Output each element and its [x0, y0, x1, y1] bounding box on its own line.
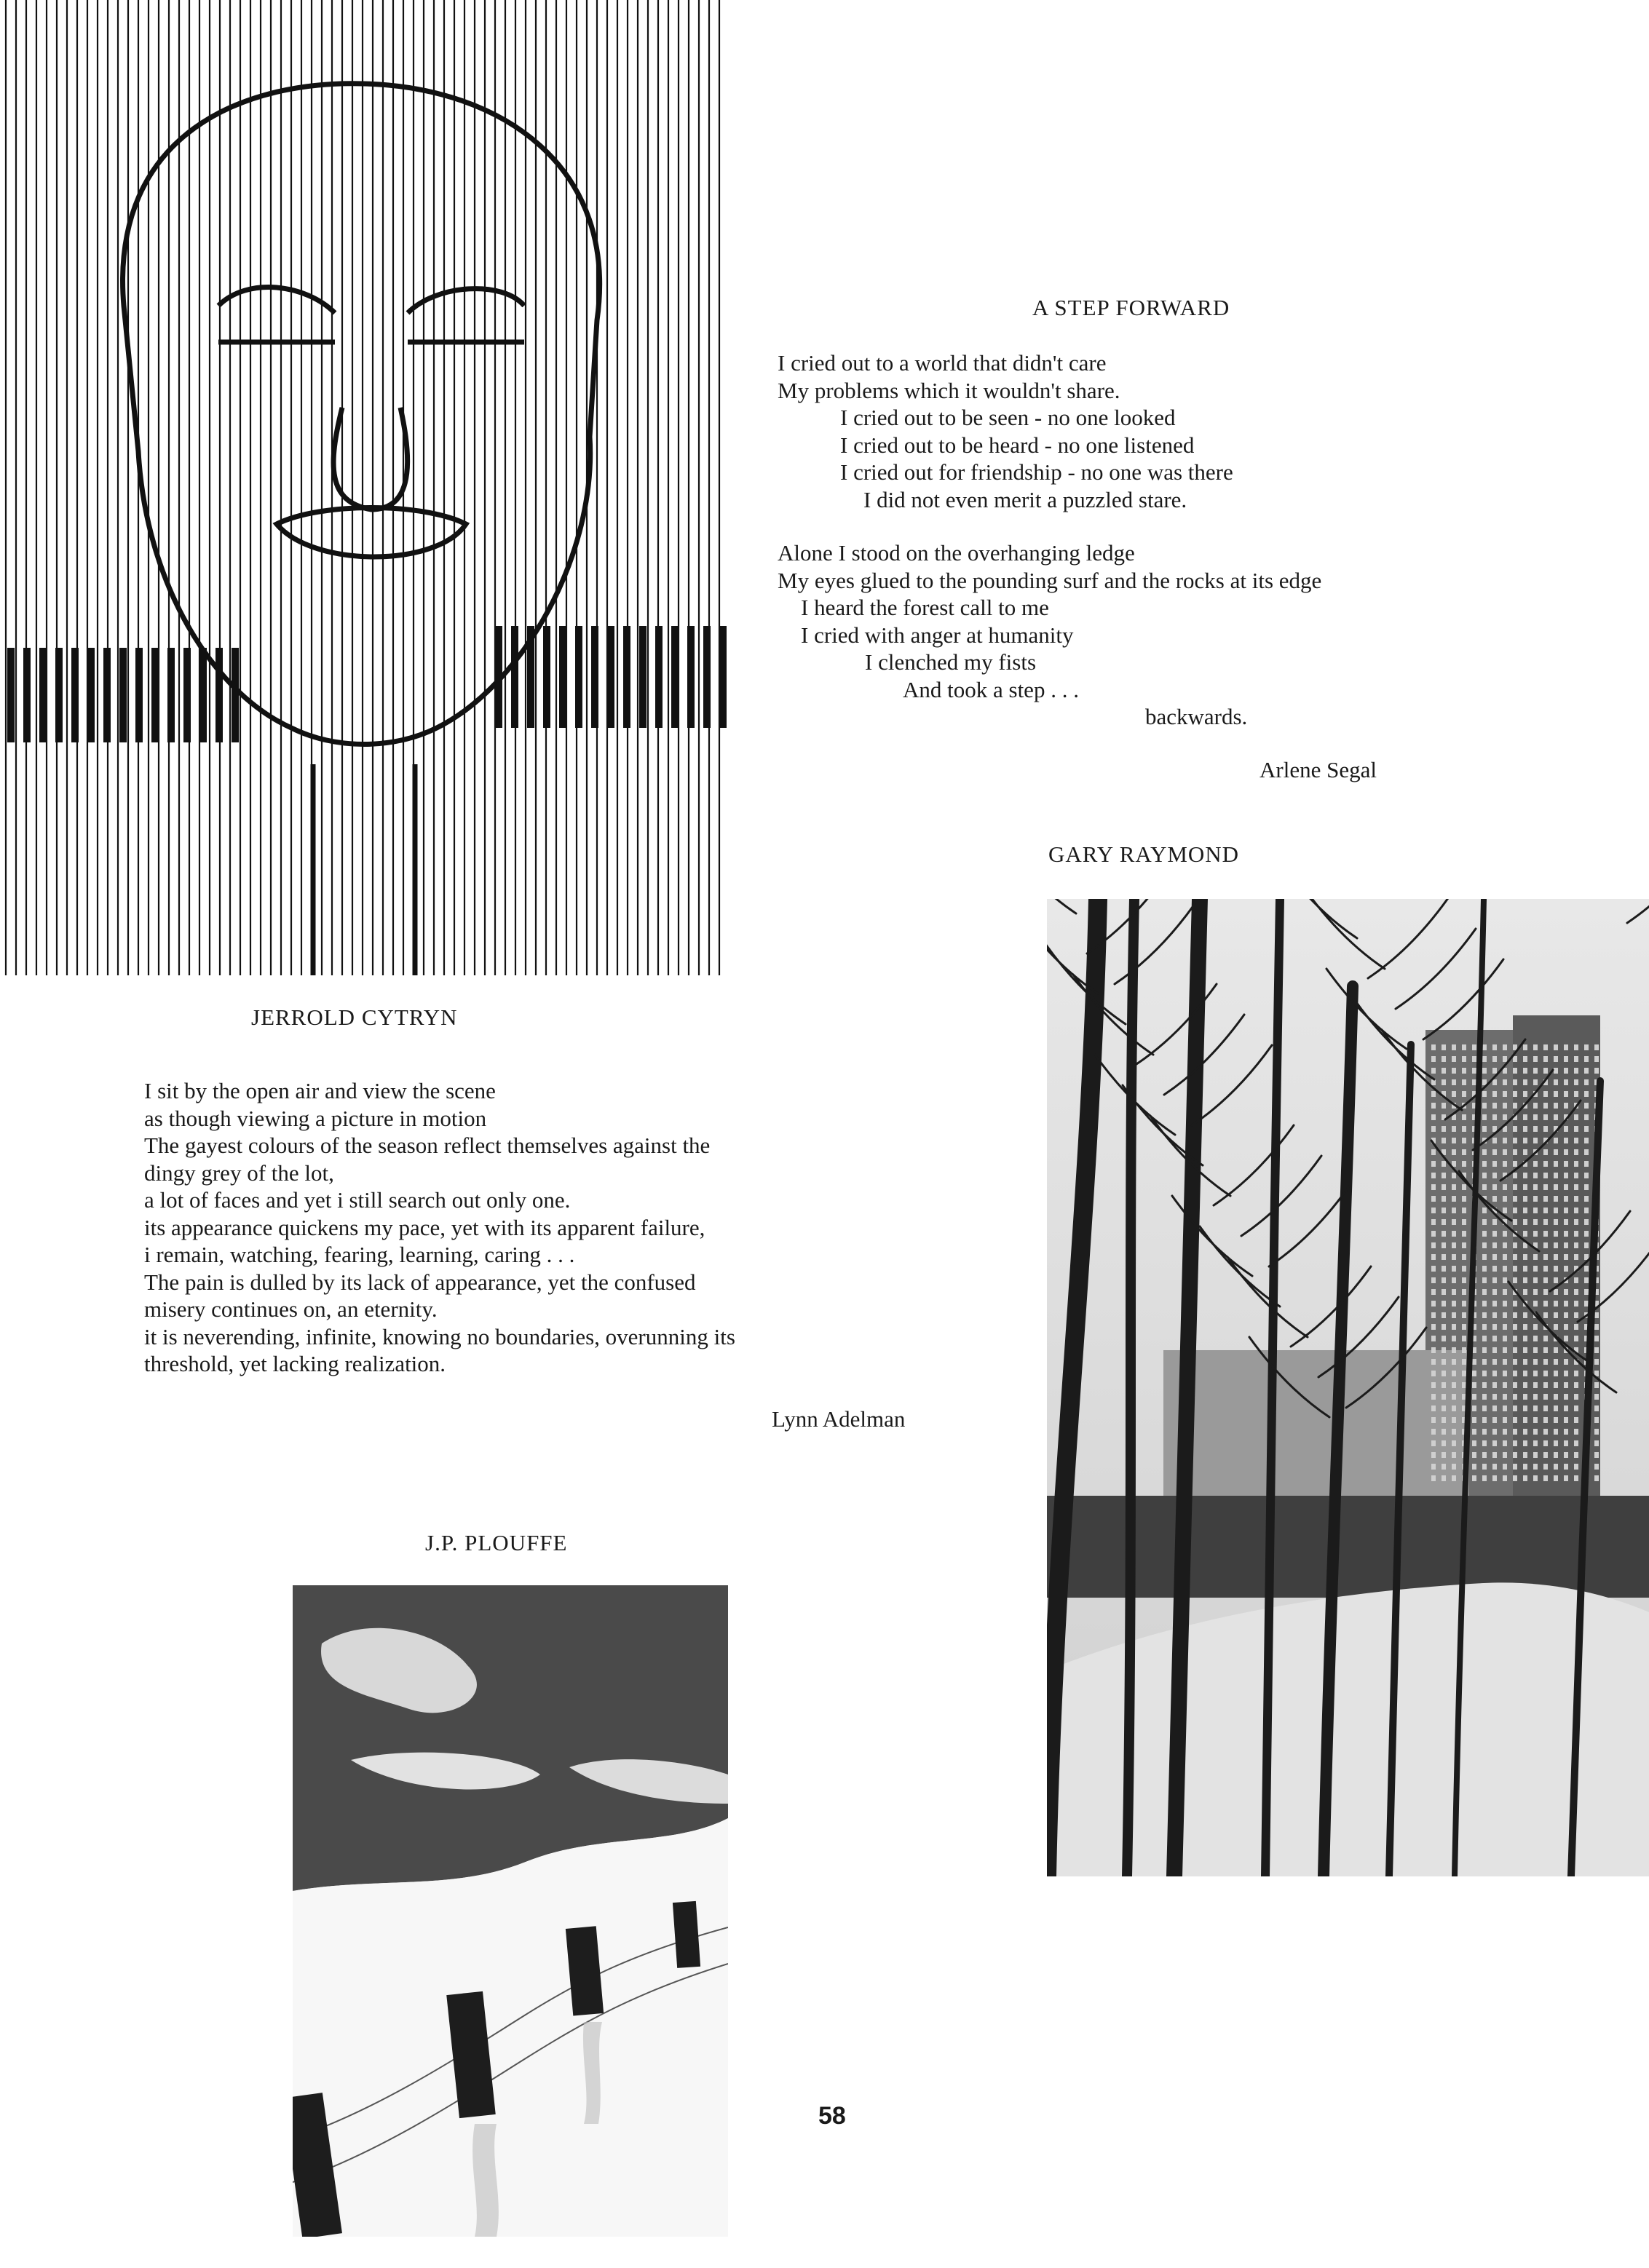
- poem2-author: Lynn Adelman: [772, 1406, 906, 1432]
- poem-line: The pain is dulled by its lack of appearance, yet the confused: [144, 1269, 696, 1295]
- poem2-body: [144, 1077, 735, 1378]
- poem1-author: Arlene Segal: [1260, 757, 1377, 782]
- poem-line: its appearance quickens my pace, yet with its apparent failure,: [144, 1214, 705, 1240]
- photo-caption: GARY RAYMOND: [1048, 841, 1240, 867]
- poem-line: I cried out for friendship - no one was there: [840, 459, 1233, 485]
- poem-line: And took a step . . .: [903, 676, 1079, 702]
- winter-fence-drawing: [293, 1585, 728, 2237]
- poem-line: I cried out to be seen - no one looked: [840, 405, 1176, 430]
- winter-caption: J.P. PLOUFFE: [425, 1530, 568, 1555]
- portrait-caption: JERROLD CYTRYN: [251, 1004, 458, 1030]
- poem-line: I heard the forest call to me: [801, 595, 1049, 620]
- poem1-body: [778, 349, 1321, 731]
- forest-photo: [1047, 899, 1649, 1876]
- poem-line: threshold, yet lacking realization.: [144, 1351, 446, 1376]
- poem-line: i remain, watching, fearing, learning, caring . . .: [144, 1242, 575, 1267]
- page-number: 58: [818, 2102, 846, 2130]
- poem-line: Alone I stood on the overhanging ledge: [778, 540, 1135, 566]
- poem-line: backwards.: [1145, 704, 1248, 729]
- poem-line: I cried out to a world that didn't care: [778, 350, 1107, 376]
- poem-line: misery continues on, an eternity.: [144, 1296, 438, 1322]
- poem-line: I did not even merit a puzzled stare.: [863, 486, 1187, 512]
- poem-line: The gayest colours of the season reflect themselves against the: [144, 1133, 711, 1158]
- poem-line: I sit by the open air and view the scene: [144, 1078, 496, 1103]
- poem-line: [778, 513, 1321, 539]
- poem-line: a lot of faces and yet i still search out only one.: [144, 1187, 571, 1213]
- poem-line: it is neverending, infinite, knowing no boundaries, overunning its: [144, 1323, 735, 1349]
- poem-line: as though viewing a picture in motion: [144, 1105, 487, 1131]
- poem-line: My problems which it wouldn't share.: [778, 377, 1120, 403]
- poem-line: I cried out to be heard - no one listened: [840, 432, 1195, 458]
- poem-line: dingy grey of the lot,: [144, 1159, 334, 1186]
- portrait-drawing: [0, 0, 728, 975]
- poem-line: I clenched my fists: [865, 649, 1037, 675]
- poem-title: A STEP FORWARD: [1032, 295, 1230, 320]
- poem-line: I cried with anger at humanity: [801, 622, 1074, 648]
- poem-line: My eyes glued to the pounding surf and the rocks at its edge: [778, 567, 1322, 593]
